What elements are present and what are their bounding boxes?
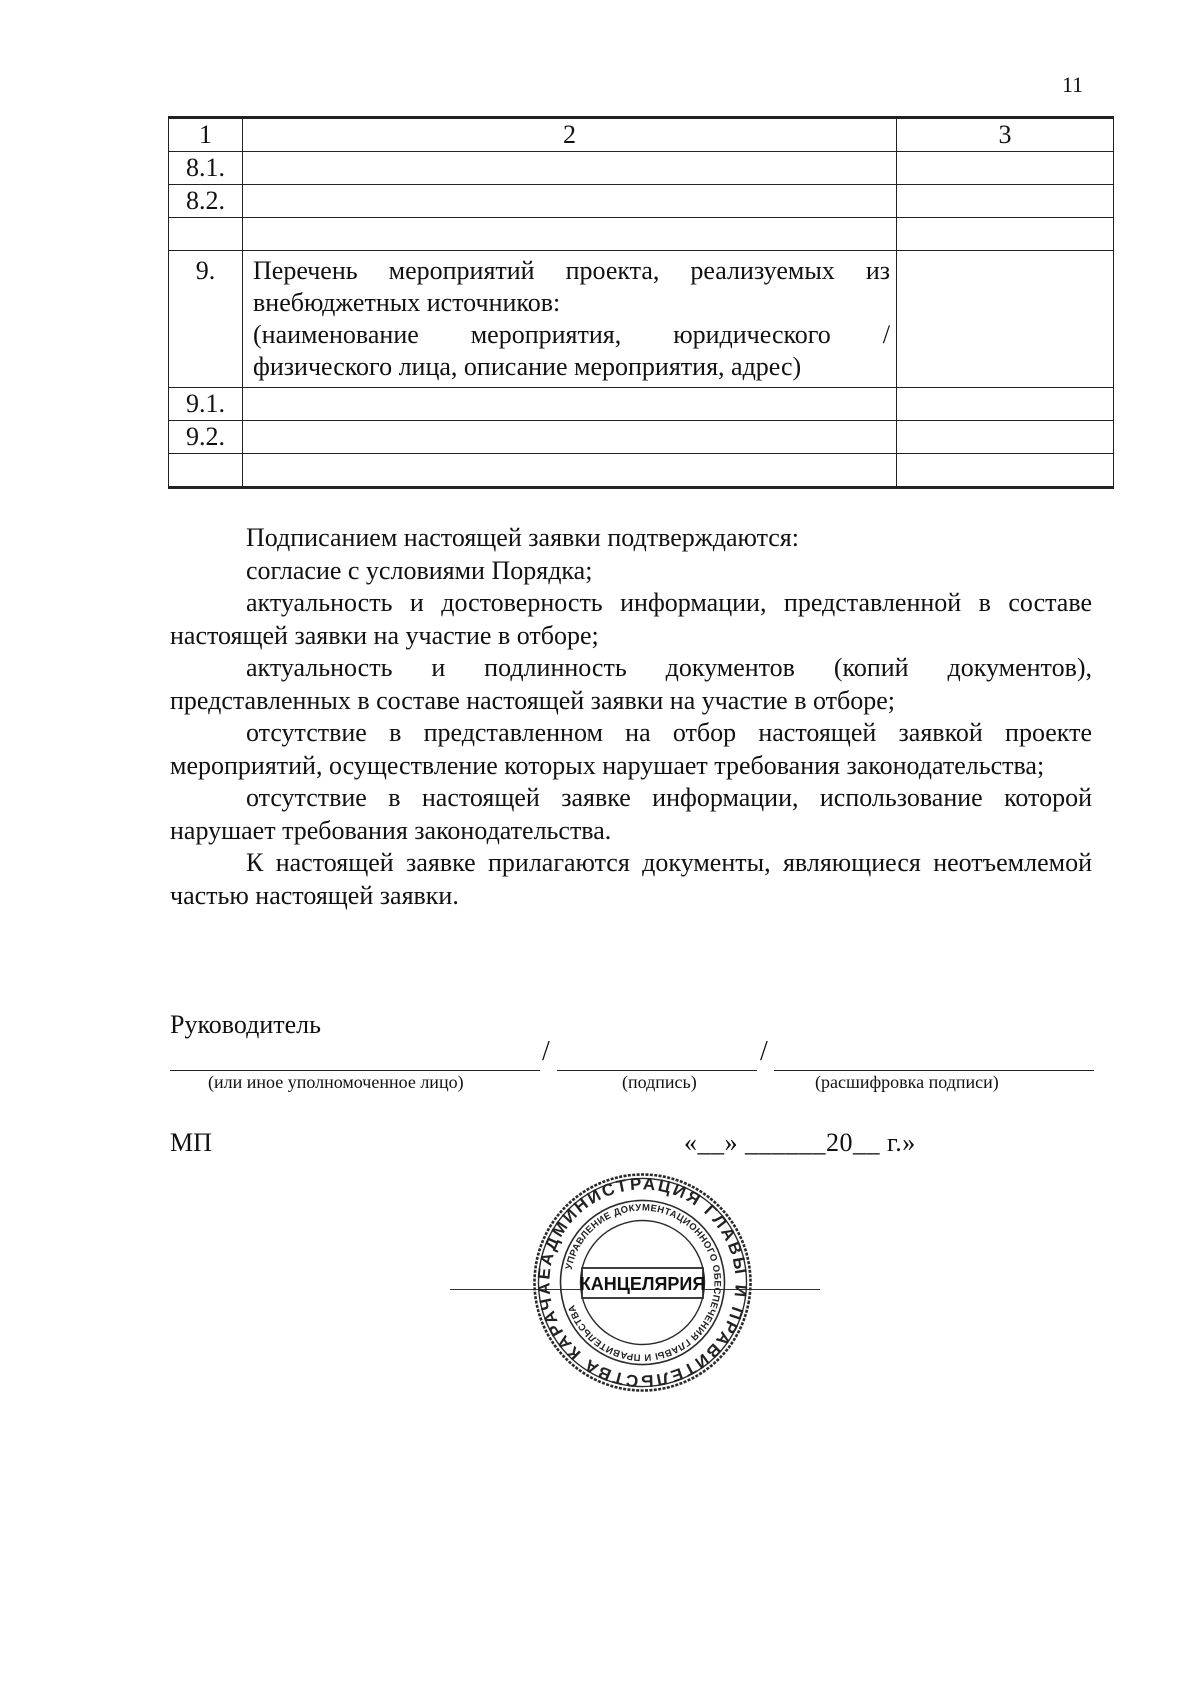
row-number	[169, 454, 243, 488]
row-text	[243, 185, 897, 218]
row-number: 8.2.	[169, 185, 243, 218]
row-number: 9.1.	[169, 388, 243, 421]
paragraph: актуальность и достоверность информации, представленной в составе настоящей заявки на участие в отборе;	[170, 588, 1092, 650]
row-number	[169, 218, 243, 251]
row-value	[897, 454, 1114, 488]
table-row	[169, 152, 1114, 185]
paragraph: согласие с условиями Порядка;	[246, 555, 593, 585]
caption-person: (или иное уполномоченное лицо)	[208, 1072, 464, 1092]
paragraph: актуальность и подлинность документов (копий документов), представленных в составе настоящей заявки на участие в отборе;	[170, 653, 1092, 715]
signer-title: Руководитель	[170, 1010, 321, 1039]
table-header-row	[169, 118, 1114, 152]
row-description	[243, 251, 897, 388]
row-text	[243, 152, 897, 185]
application-table	[168, 116, 1114, 489]
signature-decode-line	[774, 1070, 1094, 1071]
caption-signature: (подпись)	[622, 1072, 697, 1092]
table-row	[169, 388, 1114, 421]
confirmation-text	[170, 522, 1092, 912]
row-value	[897, 421, 1114, 454]
description-line: Перечень мероприятий проекта, реализуемых из	[253, 256, 890, 285]
table-row	[169, 421, 1114, 454]
row-text	[243, 421, 897, 454]
paragraph: К настоящей заявке прилагаются документы, являющиеся неотъемлемой частью настоящей заявки.	[170, 848, 1092, 910]
description-line: (наименование мероприятия, юридического /	[253, 320, 890, 349]
table-row-9	[169, 251, 1114, 388]
table-row	[169, 218, 1114, 251]
row-value	[897, 218, 1114, 251]
seal-outer-text: АДМИНИСТРАЦИЯ ГЛАВЫ И ПРАВИТЕЛЬСТВА КАРАЧАЕВО-ЧЕРКЕССКОЙ	[534, 1174, 751, 1391]
seal-place-label: МП	[170, 1128, 212, 1157]
row-value	[897, 185, 1114, 218]
signature-line	[557, 1070, 757, 1071]
official-seal	[530, 1170, 755, 1395]
date-field: «__» ______20__ г.»	[684, 1128, 916, 1157]
page-number: 11	[1062, 72, 1084, 97]
header-col-2: 2	[243, 118, 897, 152]
paragraph: Подписанием настоящей заявки подтверждаются:	[246, 523, 799, 552]
description-line: физического лица, описание мероприятия, адрес)	[253, 352, 802, 381]
row-number: 8.1.	[169, 152, 243, 185]
seal-center-text: КАНЦЕЛЯРИЯ	[579, 1274, 706, 1294]
row-value	[897, 251, 1114, 388]
slash-separator: /	[760, 1036, 768, 1067]
slash-separator: /	[542, 1036, 550, 1067]
row-number: 9.	[169, 251, 243, 388]
seal-inner-text: УПРАВЛЕНИЕ ДОКУМЕНТАЦИОННОГО ОБЕСПЕЧЕНИЯ ГЛАВЫ И ПРАВИТЕЛЬСТВА	[563, 1202, 723, 1363]
table-row	[169, 454, 1114, 488]
paragraph: отсутствие в представленном на отбор настоящей заявкой проекте мероприятий, осуществление которых нарушает требования законодательства;	[170, 718, 1092, 780]
row-value	[897, 152, 1114, 185]
header-col-3: 3	[897, 118, 1114, 152]
signer-name-line	[170, 1070, 540, 1071]
row-value	[897, 388, 1114, 421]
caption-decode: (расшифровка подписи)	[815, 1072, 999, 1092]
description-line: внебюджетных источников:	[253, 288, 561, 317]
row-number: 9.2.	[169, 421, 243, 454]
row-text	[243, 454, 897, 488]
row-text	[243, 218, 897, 251]
table-row	[169, 185, 1114, 218]
header-col-1: 1	[169, 118, 243, 152]
row-text	[243, 388, 897, 421]
paragraph: отсутствие в настоящей заявке информации, использование которой нарушает требования законодательства.	[170, 783, 1092, 845]
